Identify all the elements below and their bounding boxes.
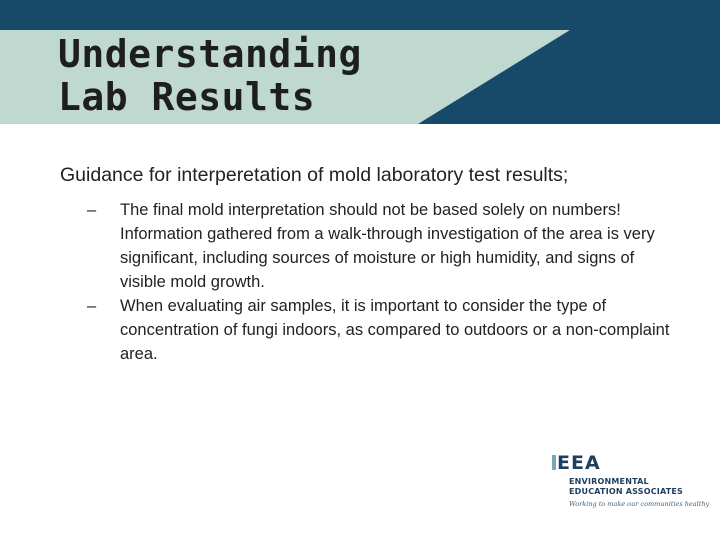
- logo-initials: EEA: [557, 452, 601, 474]
- logo-tagline: Working to make our communities healthy: [569, 500, 710, 508]
- banner-dark-right: [425, 124, 720, 130]
- eea-logo-mark: [552, 452, 601, 474]
- bullet-list: [60, 198, 680, 366]
- logo-name-line-1: ENVIRONMENTAL: [569, 477, 649, 486]
- bullet-item: [60, 294, 680, 366]
- logo-name: [569, 477, 683, 497]
- slide-title: [58, 33, 362, 119]
- eea-logo: [552, 452, 710, 512]
- bullet-text: When evaluating air samples, it is important to consider the type of concentration of fungi indoors, as compared to outdoors or a non-complaint area.: [120, 297, 670, 363]
- bullet-text: The final mold interpretation should not be based solely on numbers! Information gathered from a walk-through investigation of the area is very significant, including sources of moisture or high humidity, and signs of visible mold growth.: [120, 201, 655, 291]
- bullet-dash: –: [87, 201, 97, 219]
- lead-paragraph: Guidance for interperetation of mold laboratory test results;: [60, 164, 569, 186]
- slide-body: [60, 162, 680, 366]
- logo-name-line-2: EDUCATION ASSOCIATES: [569, 487, 684, 496]
- slide-title-line-1: Understanding: [58, 32, 362, 76]
- bullet-dash: –: [87, 297, 97, 315]
- slide-title-line-2: Lab Results: [58, 75, 316, 119]
- bullet-item: [60, 198, 680, 294]
- logo-accent-bar: [552, 455, 556, 470]
